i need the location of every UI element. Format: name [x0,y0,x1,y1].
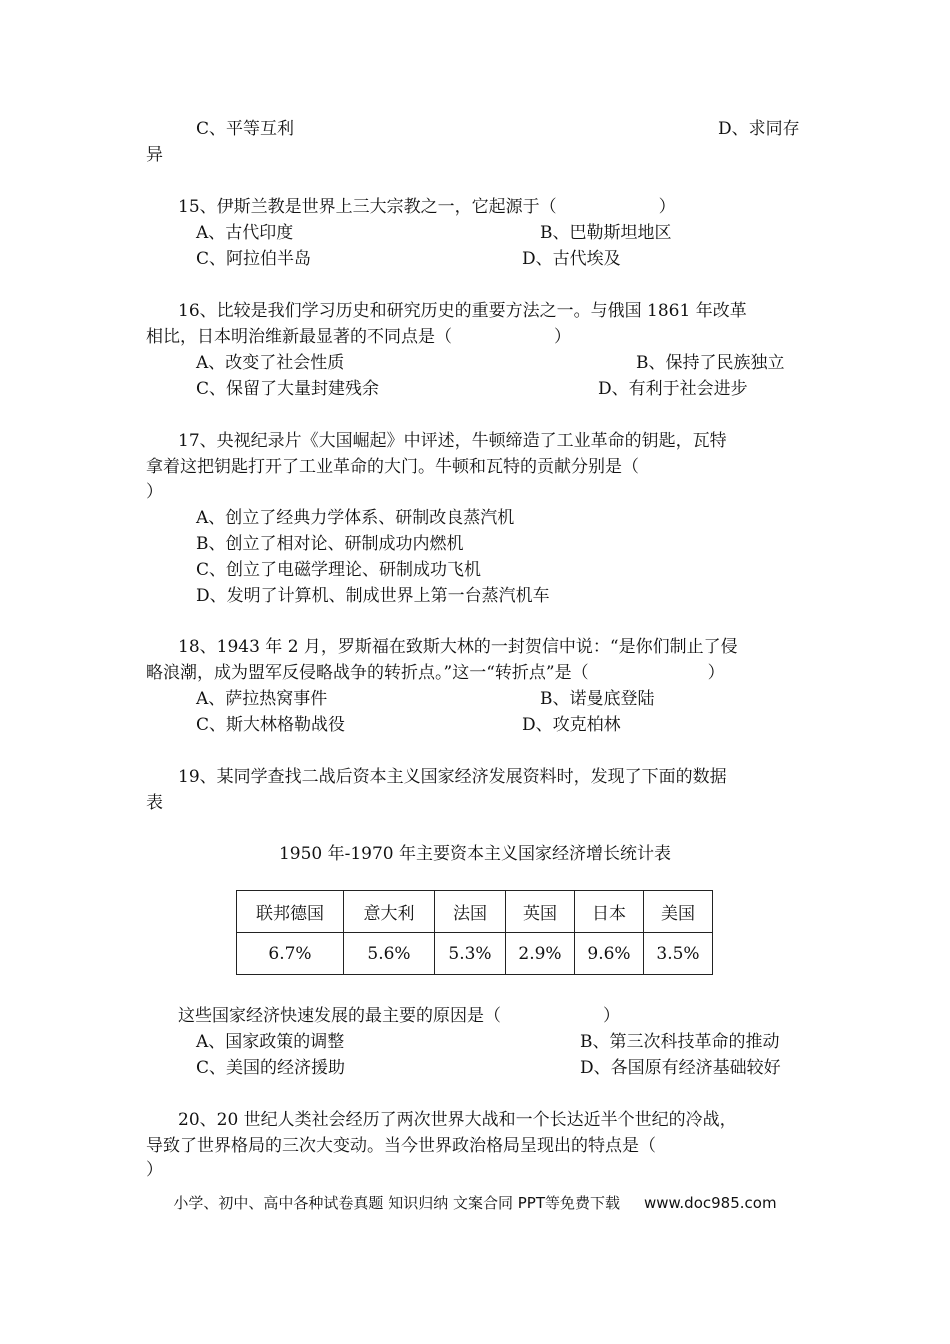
q15-option-d: D、古代埃及 [522,249,621,269]
q17-stem-line2: 拿着这把钥匙打开了工业革命的大门。牛顿和瓦特的贡献分别是（ [146,457,639,477]
q16-option-d: D、有利于社会进步 [598,379,748,399]
q16-option-b: B、保持了民族独立 [636,353,785,373]
q19-option-b: B、第三次科技革命的推动 [580,1032,780,1052]
q19-option-d: D、各国原有经济基础较好 [580,1058,781,1078]
q17-option-a: A、创立了经典力学体系、研制改良蒸汽机 [196,508,515,528]
q16-stem-line1: 16、比较是我们学习历史和研究历史的重要方法之一。与俄国 1861 年改革 [178,301,747,321]
table-header-cell: 日本 [575,891,644,933]
table-header-cell: 联邦德国 [237,891,344,933]
table-cell: 5.3% [435,933,506,975]
table-header-cell: 意大利 [344,891,435,933]
q14-option-c: C、平等互利 [196,119,295,139]
q18-option-b: B、诺曼底登陆 [540,689,655,709]
q19-option-c: C、美国的经济援助 [196,1058,346,1078]
table-header-cell: 法国 [435,891,506,933]
table-header-cell: 美国 [644,891,713,933]
q18-option-d: D、攻克柏林 [522,715,621,735]
q15-stem: 15、伊斯兰教是世界上三大宗教之一，它起源于（ ） [178,197,676,217]
q14-option-d-continued: 异 [146,145,163,165]
q17-option-d: D、发明了计算机、制成世界上第一台蒸汽机车 [196,586,550,606]
q15-option-c: C、阿拉伯半岛 [196,249,312,269]
footer-text: 小学、初中、高中各种试卷真题 知识归纳 文案合同 PPT等免费下载 [173,1194,620,1212]
q17-stem-line1: 17、央视纪录片《大国崛起》中评述，牛顿缔造了工业革命的钥匙，瓦特 [178,431,727,451]
q17-option-c: C、创立了电磁学理论、研制成功飞机 [196,560,482,580]
table-header-cell: 英国 [506,891,575,933]
q15-option-a: A、古代印度 [196,223,294,243]
q18-stem-line2: 略浪潮，成为盟军反侵略战争的转折点。”这一“转折点”是（ ） [146,663,725,683]
q19-stem-line2: 表 [146,793,163,813]
table-cell: 5.6% [344,933,435,975]
q16-stem-line2: 相比，日本明治维新最显著的不同点是（ ） [146,327,571,347]
q17-option-b: B、创立了相对论、研制成功内燃机 [196,534,464,554]
q20-stem-line2: 导致了世界格局的三次大变动。当今世界政治格局呈现出的特点是（ [146,1136,656,1156]
q16-option-a: A、改变了社会性质 [196,353,345,373]
table-cell: 3.5% [644,933,713,975]
q19-question-line: 这些国家经济快速发展的最主要的原因是（ ） [178,1006,620,1026]
q19-stem-line1: 19、某同学查找二战后资本主义国家经济发展资料时，发现了下面的数据 [178,767,727,787]
table-cell: 6.7% [237,933,344,975]
q18-stem-line1: 18、1943 年 2 月，罗斯福在致斯大林的一封贺信中说：“是你们制止了侵 [178,637,738,657]
table-cell: 2.9% [506,933,575,975]
table-row [237,933,713,975]
q14-option-d: D、求同存 [718,119,800,139]
table-cell: 9.6% [575,933,644,975]
footer-url[interactable]: www.doc985.com [643,1194,777,1212]
table-header-row [237,891,713,933]
q15-option-b: B、巴勒斯坦地区 [540,223,672,243]
q20-stem-line3: ） [146,1160,163,1180]
q18-option-a: A、萨拉热窝事件 [196,689,328,709]
q19-option-a: A、国家政策的调整 [196,1032,345,1052]
growth-table [236,890,713,975]
q16-option-c: C、保留了大量封建残余 [196,379,380,399]
q17-stem-line3: ） [146,482,163,502]
q20-stem-line1: 20、20 世纪人类社会经历了两次世界大战和一个长达近半个世纪的冷战， [178,1110,737,1130]
q18-option-c: C、斯大林格勒战役 [196,715,346,735]
table-title: 1950 年-1970 年主要资本主义国家经济增长统计表 [278,844,672,864]
page-footer [0,1192,950,1213]
